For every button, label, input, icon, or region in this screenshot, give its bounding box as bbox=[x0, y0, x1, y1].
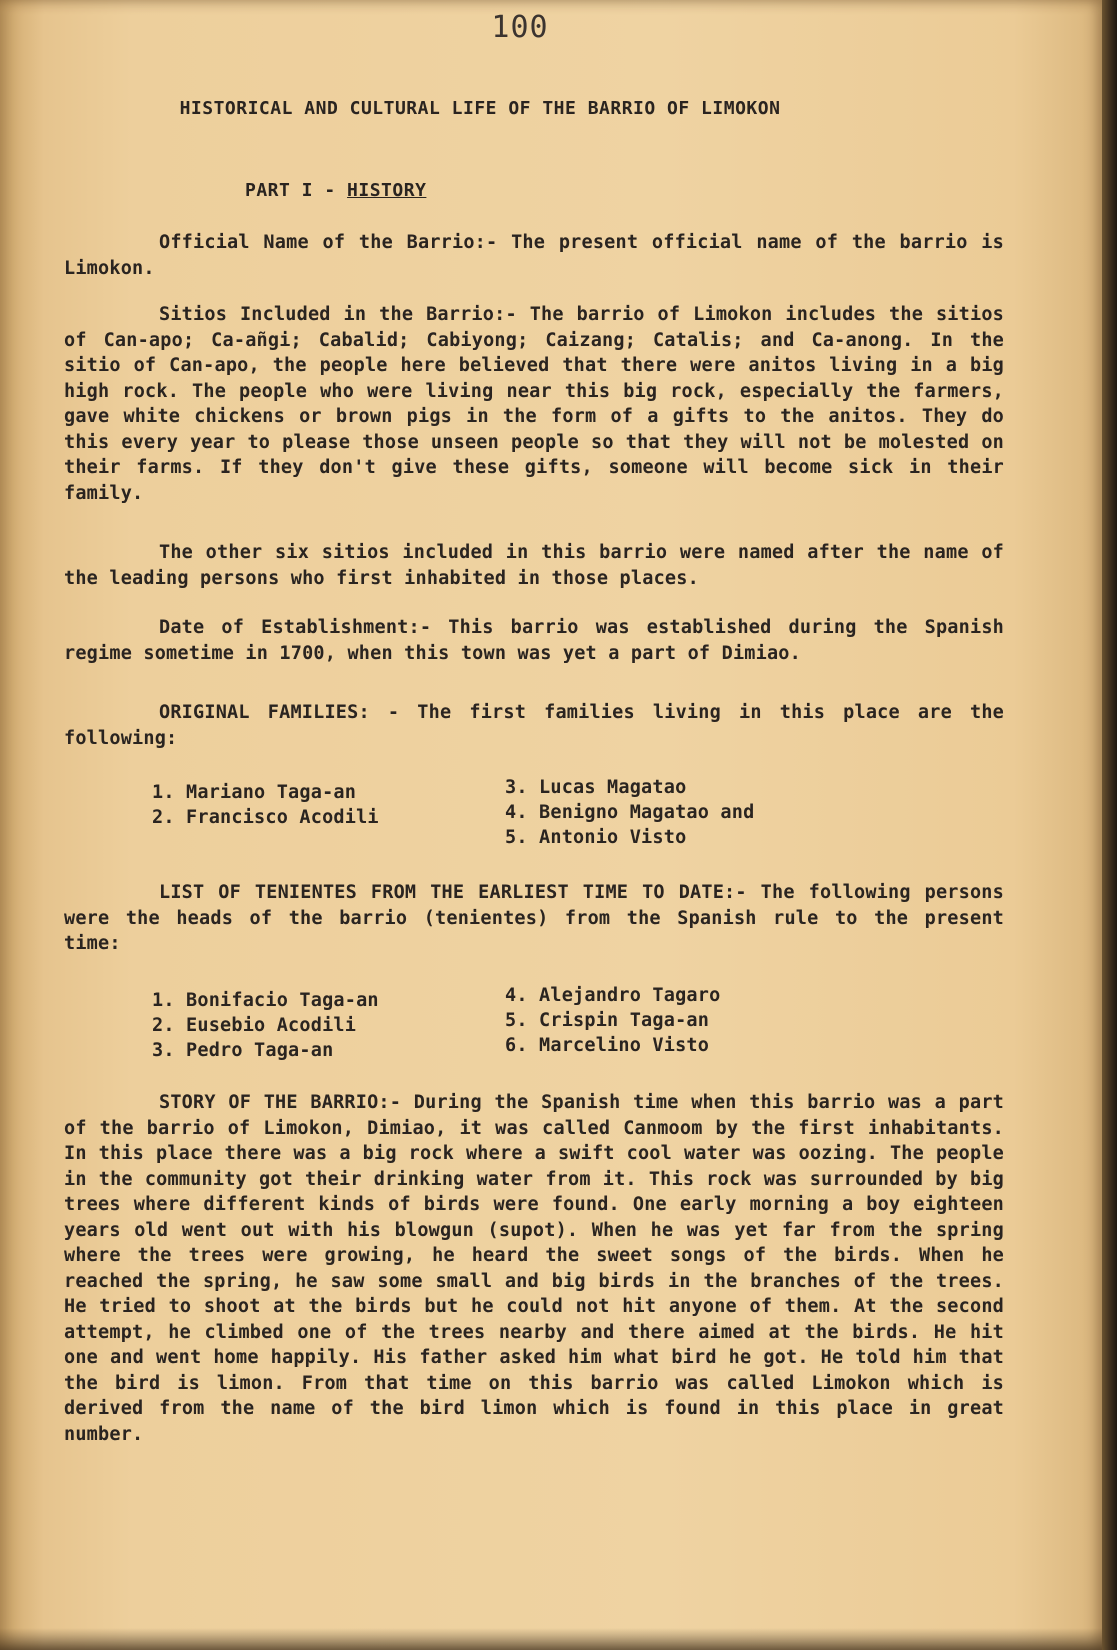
book-edge bbox=[1102, 0, 1117, 1650]
list-item: 5. Crispin Taga-an bbox=[505, 1010, 710, 1031]
story-paragraph: STORY OF THE BARRIO:- During the Spanish time when this barrio was a part of the barrio of Limokon, Dimiao, it was called Canmoom by the first inhabitants. In this place there was a big rock where a swift cool water was oozing. The people in the community got their drinking water from it. This rock was surrounded by big trees where different kinds of birds were found. One early morning a boy eighteen years old went out with his blowgun (supot). When he was yet far from the spring where the trees were growing, he heard the sweet songs of the birds. When he reached the spring, he saw some small and big birds in the branches of the trees. He tried to shoot at the birds but he could not hit anyone of them. At the second attempt, he climbed one of the trees nearby and there aimed at the birds. He hit one and went home happily. His father asked him what bird he got. He told him that the bird is limon. From that time on this barrio was called Limokon which is derived from the name of the bird limon which is found in this place in great number. bbox=[64, 1092, 1004, 1445]
original-families-paragraph: ORIGINAL FAMILIES: - The first families living in this place are the following: bbox=[64, 702, 1004, 749]
list-item: 2. Francisco Acodili bbox=[152, 807, 379, 828]
list-item: 1. Mariano Taga-an bbox=[152, 782, 357, 803]
list-item: 2. Eusebio Acodili bbox=[152, 1015, 357, 1036]
page-number: 100 bbox=[491, 10, 549, 45]
list-item: 4. Alejandro Tagaro bbox=[505, 985, 721, 1006]
date-established-paragraph: Date of Establishment:- This barrio was established during the Spanish regime sometime in 1700, when this town was yet a part of Dimiao. bbox=[64, 617, 1004, 664]
tenientes-list-left bbox=[152, 988, 379, 1063]
list-item: 5. Antonio Visto bbox=[505, 827, 687, 848]
sitios-paragraph: Sitios Included in the Barrio:- The barrio of Limokon includes the sitios of Can-apo; Ca-añgi; Cabalid; Cabiyong; Caizang; Catalis; and Ca-anong. In the sitio of Can-apo, the people here believed that there were anitos living in a big high rock. The people who were living near this big rock, especially the farmers, gave white chickens or brown pigs in the form of a gifts to the anitos. They do this every year to please those unseen people so that they will not be molested on their farms. If they don't give these gifts, someone will become sick in their family. bbox=[64, 304, 1004, 504]
list-item: 6. Marcelino Visto bbox=[505, 1035, 710, 1056]
list-item: 1. Bonifacio Taga-an bbox=[152, 990, 379, 1011]
part-label: PART I - bbox=[245, 180, 336, 201]
part-heading bbox=[245, 180, 426, 201]
list-item: 4. Benigno Magatao and bbox=[505, 802, 755, 823]
tenientes-paragraph: LIST OF TENIENTES FROM THE EARLIEST TIME TO DATE:- The following persons were the heads of the barrio (tenientes) from the Spanish rule to the present time: bbox=[64, 882, 1004, 954]
list-item: 3. Lucas Magatao bbox=[505, 777, 687, 798]
official-name-paragraph: Official Name of the Barrio:- The present official name of the barrio is Limokon. bbox=[64, 232, 1004, 279]
tenientes-list-right bbox=[505, 983, 720, 1058]
original-families-list-left bbox=[152, 780, 379, 830]
other-sitios-paragraph: The other six sitios included in this barrio were named after the name of the leading persons who first inhabited in those places. bbox=[64, 542, 1004, 589]
list-item: 3. Pedro Taga-an bbox=[152, 1040, 334, 1061]
document-title: HISTORICAL AND CULTURAL LIFE OF THE BARRIO OF LIMOKON bbox=[179, 98, 781, 119]
original-families-list-right bbox=[505, 775, 754, 850]
part-title: HISTORY bbox=[347, 180, 427, 201]
page-bottom-shadow bbox=[0, 1628, 1102, 1650]
